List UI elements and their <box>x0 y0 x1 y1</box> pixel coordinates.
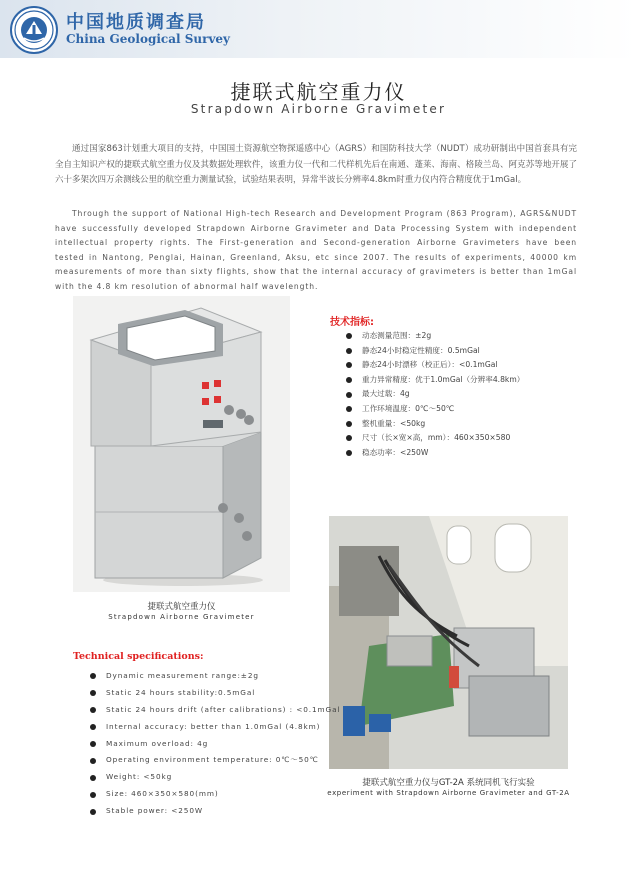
photo1-caption-en: Strapdown Airborne Gravimeter <box>108 613 255 621</box>
spec-item-cn: 静态24小时稳定性精度：0.5mGal <box>346 344 524 359</box>
spec-item-cn: 尺寸（长×宽×高，mm）：460×350×580 <box>346 431 524 446</box>
spec-item-en: Size: 460×350×580(mm) <box>90 786 340 803</box>
org-name-en: China Geological Survey <box>66 32 231 46</box>
spec-item-cn: 静态24小时漂移（校正后）：<0.1mGal <box>346 358 524 373</box>
org-name-cn: 中国地质调查局 <box>66 12 206 33</box>
photo2-caption-cn: 捷联式航空重力仪与GT-2A 系统同机飞行实验 <box>362 778 535 788</box>
photo1-caption-cn: 捷联式航空重力仪 <box>147 602 216 612</box>
spec-item-en: Static 24 hours drift (after calibrations) : <0.1mGal <box>90 702 340 719</box>
intro-paragraph-cn: 通过国家863计划重大项目的支持，中国国土资源航空物探遥感中心（AGRS）和国防科技大学（NUDT）成功研制出中国首套具有完全自主知识产权的捷联式航空重力仪及其数据处理软件，该重力仪一代和二代样机先后在南通、蓬莱、海南、格陵兰岛、阿克苏等地开展了六十多架次四万余测线公里的航空重力测量试验，试验结果表明，异常半波长分辨率4.8km时重力仪内符合精度优于1mGal。 <box>55 144 577 185</box>
specs-title-en: Technical specifications: <box>73 651 204 662</box>
spec-item-cn: 整机重量：<50kg <box>346 417 524 432</box>
flight-experiment-photo <box>329 516 568 769</box>
spec-item-cn: 动态测量范围：±2g <box>346 329 524 344</box>
spec-item-en: Static 24 hours stability:0.5mGal <box>90 685 340 702</box>
spec-item-cn: 重力异常精度：优于1.0mGal（分辨率4.8km） <box>346 373 524 388</box>
page-title-cn: 捷联式航空重力仪 <box>230 80 407 104</box>
spec-item-en: Maximum overload: 4g <box>90 736 340 753</box>
intro-paragraph-en: Through the support of National High-tech Research and Development Program (863 Program), AGRS&NUDT have successfully developed Strapdown Airborne Gravimeter and Data Processing System with independent intellectual property rights. The First-generation and Second-generation Airborne Gravimeters have been tested in Nantong, Penglai, Hainan, Greenland, Aksu, etc since 2007. The results of experiments, 40000 km measurements of more than sixty flights, show that the internal accuracy of gravimeters is better than 1mGal with the 4.8 km resolution of abnormal half wavelength. <box>55 209 577 291</box>
spec-item-cn: 稳态功率：<250W <box>346 446 524 461</box>
specs-list-en <box>90 668 340 820</box>
specs-title-cn: 技术指标: <box>330 317 374 328</box>
spec-item-en: Stable power: <250W <box>90 803 340 820</box>
photo2-caption-en: experiment with Strapdown Airborne Gravimeter and GT-2A <box>327 789 570 797</box>
spec-item-en: Operating environment temperature: 0℃～50℃ <box>90 752 340 769</box>
spec-item-en: Weight: <50kg <box>90 769 340 786</box>
page-title-en: Strapdown Airborne Gravimeter <box>190 102 447 116</box>
header-band <box>0 0 637 58</box>
cgs-logo-icon <box>10 6 58 54</box>
spec-item-en: Dynamic measurement range:±2g <box>90 668 340 685</box>
spec-item-en: Internal accuracy: better than 1.0mGal (4.8km) <box>90 719 340 736</box>
spec-item-cn: 工作环境温度：0℃～50℃ <box>346 402 524 417</box>
gravimeter-photo <box>73 296 290 592</box>
specs-list-cn <box>346 329 524 460</box>
spec-item-cn: 最大过载：4g <box>346 387 524 402</box>
